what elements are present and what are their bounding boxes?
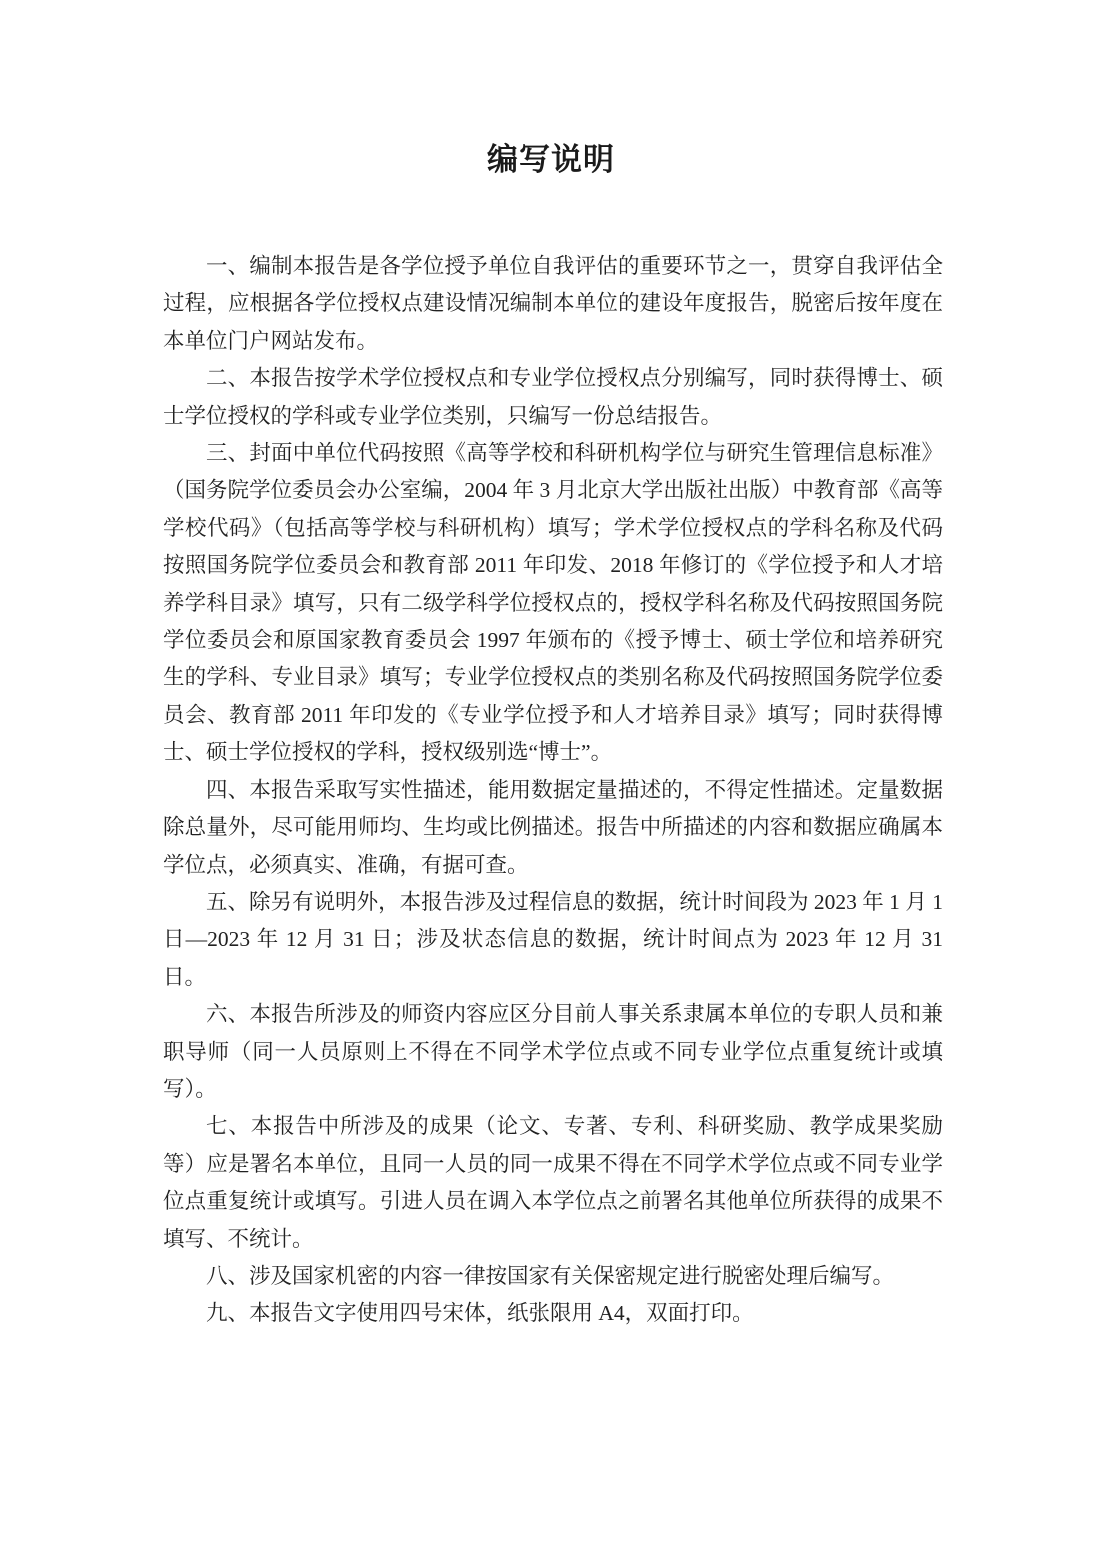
paragraph-3: 三、封面中单位代码按照《高等学校和科研机构学位与研究生管理信息标准》（国务院学位委员会办公室编，2004 年 3 月北京大学出版社出版）中教育部《高等学校代码》（包括高等学校与科研机构）填写；学术学位授权点的学科名称及代码按照国务院学位委员会和教育部 2011 年印发、2018 年修订的《学位授予和人才培养学科目录》填写，只有二级学科学位授权点的，授权学科名称及代码按照国务院学位委员会和原国家教育委员会 1997 年颁布的《授予博士、硕士学位和培养研究生的学科、专业目录》填写；专业学位授权点的类别名称及代码按照国务院学位委员会、教育部 2011 年印发的《专业学位授予和人才培养目录》填写；同时获得博士、硕士学位授权的学科，授权级别选“博士”。 xyxy=(163,441,943,765)
paragraph-6: 六、本报告所涉及的师资内容应区分目前人事关系隶属本单位的专职人员和兼职导师（同一人员原则上不得在不同学术学位点或不同专业学位点重复统计或填写）。 xyxy=(163,1002,943,1101)
paragraph-5: 五、除另有说明外，本报告涉及过程信息的数据，统计时间段为 2023 年 1 月 1 日—2023 年 12 月 31 日；涉及状态信息的数据，统计时间点为 2023 年 12 月 31 日。 xyxy=(163,889,943,989)
paragraph-4: 四、本报告采取写实性描述，能用数据定量描述的，不得定性描述。定量数据除总量外，尽可能用师均、生均或比例描述。报告中所描述的内容和数据应确属本学位点，必须真实、准确，有据可查。 xyxy=(163,777,943,877)
paragraph-2: 二、本报告按学术学位授权点和专业学位授权点分别编写，同时获得博士、硕士学位授权的学科或专业学位类别，只编写一份总结报告。 xyxy=(163,366,943,428)
paragraph-9: 九、本报告文字使用四号宋体，纸张限用 A4，双面打印。 xyxy=(206,1301,754,1326)
document-title: 编写说明 xyxy=(487,142,615,177)
paragraph-1: 一、编制本报告是各学位授予单位自我评估的重要环节之一，贯穿自我评估全过程，应根据各学位授权点建设情况编制本单位的建设年度报告，脱密后按年度在本单位门户网站发布。 xyxy=(163,254,943,353)
paragraph-8: 八、涉及国家机密的内容一律按国家有关保密规定进行脱密处理后编写。 xyxy=(206,1263,895,1288)
paragraph-7: 七、本报告中所涉及的成果（论文、专著、专利、科研奖励、教学成果奖励等）应是署名本单位，且同一人员的同一成果不得在不同学术学位点或不同专业学位点重复统计或填写。引进人员在调入本学位点之前署名其他单位所获得的成果不填写、不统计。 xyxy=(163,1114,943,1251)
document-body xyxy=(163,248,943,1333)
